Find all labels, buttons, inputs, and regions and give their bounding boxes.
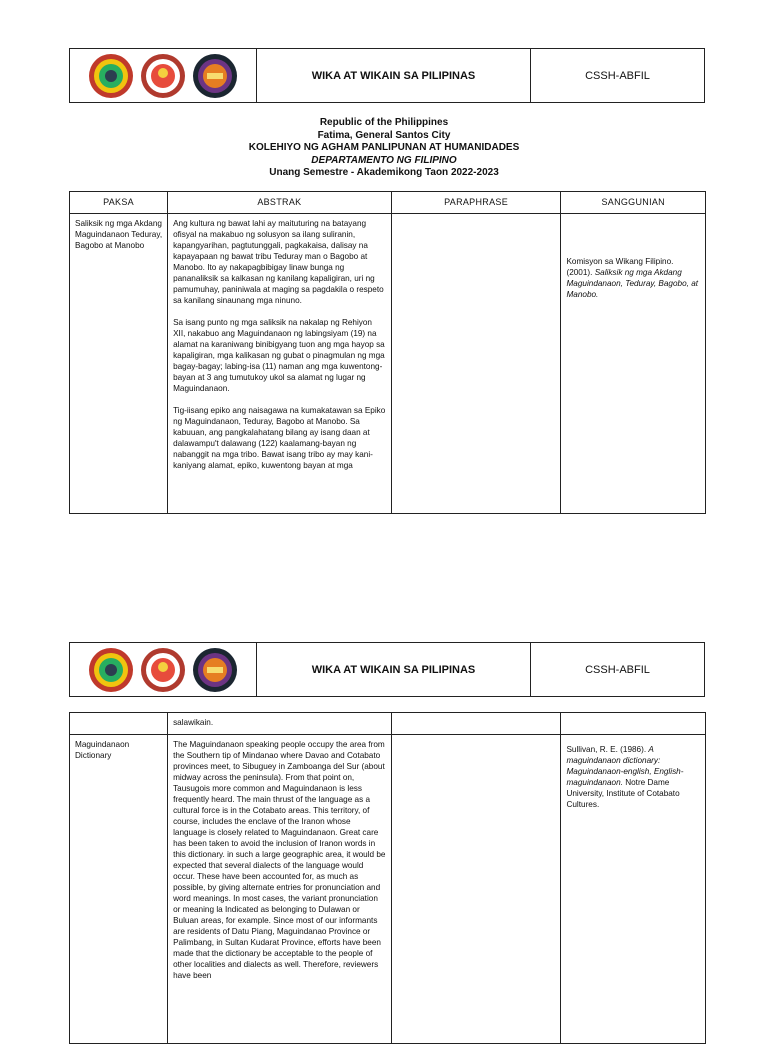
paksa-cell: Saliksik ng mga Akdang Maguindanaon Teduray, Bagobo at Manobo [70,214,168,514]
header-abstrak: ABSTRAK [168,192,392,214]
republic-line: Republic of the Philippines [319,117,449,128]
header-sanggunian: SANGGUNIAN [561,192,706,214]
semester-line: Unang Semestre - Akademikong Taon 2022-2023 [269,167,499,178]
paraphrase-cell [391,735,561,1044]
abstrak-cell [168,214,392,514]
department-line: DEPARTAMENTO NG FILIPINO [311,154,457,166]
college-seal-icon [140,53,186,99]
table-row [70,713,706,735]
document-title: WIKA AT WIKAIN SA PILIPINAS [257,49,531,102]
reference-text: Komisyon sa Wikang Filipino. (2001). [566,257,674,277]
abstrak-cell: salawikain. [168,713,392,735]
location-line: Fatima, General Santos City [317,129,451,141]
reference-title: Saliksik ng mga Akdang Maguindanaon, Teduray, Bagobo, at Manobo. [566,268,699,299]
reference-text: Sullivan, R. E. (1986). [566,745,649,754]
university-seal-icon [88,647,134,693]
table-row [70,214,706,514]
reference-publisher: Notre Dame University, Institute of Cotabato Cultures. [566,778,680,809]
sanggunian-cell [561,735,706,1044]
header-paraphrase: PARAPHRASE [391,192,561,214]
paraphrase-cell [391,214,561,514]
paksa-cell: Maguindanaon Dictionary [70,735,168,1044]
college-seal-icon [140,647,186,693]
sanggunian-cell [561,214,706,514]
university-seal-icon [88,53,134,99]
department-seal-icon [192,53,238,99]
abstrak-paragraph: Ang kultura ng bawat lahi ay maituturing na batayang ofisyal na makabuo ng solusyon sa ilang suliranin, kapangyarihan, pagtutunggali, pagkakaisa, dalisay na kapayapaan ng bawat tribu Teduray man o Bagobo at Manobo. Ito ay nakapagbibigay linaw bunga ng pananaliksik sa kalkasan ng kanilang kapaligiran, uri ng pamumuhay, paniniwala at maging sa pagdakila o respeto sa kanilang sinaunang mga ninuno. [173,219,384,305]
course-code: CSSH-ABFIL [585,663,650,676]
department-seal-icon [192,647,238,693]
abstrak-cell: The Maguindanaon speaking people occupy the area from the Southern tip of Mindanao where Davao and Cotabato provinces meet, to Sibuguey in Zamboanga del Sur (about midway across the peninsula). From that point on, Tausugois more common and Maguindanaon is less frequently heard. The main thrust of the language as a cultural force is in the Cotabato areas. This territory, of course, includes the enclave of the Iranon whose language is closely related to Maguindanaon. Great care has been taken to avoid the inclusion of Iranon words in this dictionary. in such a large geographic area, it would be expected that several dialects of the language would occur. These have been accounted for, as much as possible, by giving alternate entries for pronunciation and word meanings. In most cases, the variant pronunciation or meaning la Indicated as belonging to Dulawan or Buluan areas, for example. Since most of our informants are residents of Datu Piang, Maguindanao Province or Palimbang, in Sultan Kudarat Province, efforts have been made that the dictionary be acceptable to the people of other localities and dialects as well. Therefore, reviewers have been [168,735,392,1044]
paksa-cell [70,713,168,735]
abstrak-paragraph: Tig-iisang epiko ang naisagawa na kumakatawan sa Epiko ng Maguindanaon, Teduray, Bagobo at Manobo. Sa kabuuan, ang pangkalahatang bilang ay isang daan at dalawampu't dalawang (122) kaalamang-bayan ng nabanggit na mga tribo. Bawat isang tribo ay may kani-kaniyang alamat, epiko, kuwentong bayan at mga [173,406,386,470]
page-header [69,48,705,103]
header-paksa: PAKSA [70,192,168,214]
table-row [70,735,706,1044]
reference-title: A maguindanaon dictionary: Maguindanaon-english, English-maguindanaon. [566,745,684,787]
research-table-continued [69,712,706,1044]
college-line: KOLEHIYO NG AGHAM PANLIPUNAN AT HUMANIDADES [248,142,520,153]
sanggunian-cell [561,713,706,735]
paraphrase-cell [391,713,561,735]
research-table [69,191,706,514]
document-title: WIKA AT WIKAIN SA PILIPINAS [257,643,531,696]
page-header [69,642,705,697]
logos-cell [70,49,257,102]
institution-block [0,117,768,180]
logos-cell [70,643,257,696]
abstrak-paragraph: Sa isang punto ng mga saliksik na nakalap ng Rehiyon XII, nakabuo ang Maguindanaon ng labingsiyam (19) na alamat na karaniwang binibigyang tuon ang mga hayop sa kapaligiran, mga kalikasan ng gubat o pinagmulan ng mga bagay-bagay; labing-isa (11) naman ang mga kuwentong-bayan at 3 ang tumutukoy ukol sa alamat ng lugar ng Maguindanaon. [173,318,385,393]
course-code: CSSH-ABFIL [585,69,650,82]
table-header-row [70,192,706,214]
